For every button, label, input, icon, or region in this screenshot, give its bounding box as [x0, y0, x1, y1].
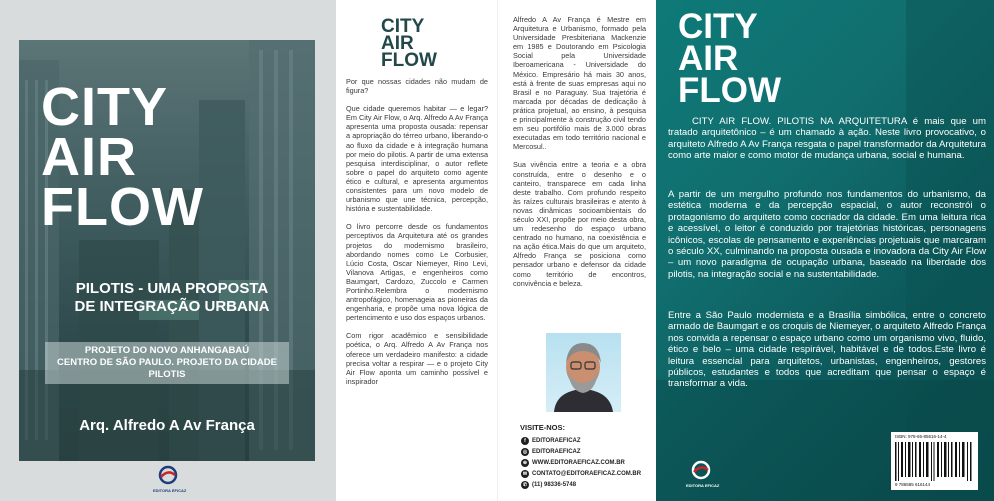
- contact-email: [521, 470, 641, 478]
- contact-facebook: [521, 437, 581, 445]
- logo-line: FLOW: [381, 50, 437, 71]
- publisher-name: EDITORA EFICAZ: [686, 483, 720, 488]
- barcode-icon: [895, 442, 974, 481]
- project-banner: [45, 342, 289, 384]
- title-line: FLOW: [678, 71, 782, 110]
- contact-text: EDITORAEFICAZ: [532, 438, 581, 444]
- subtitle-line: PILOTIS - UMA PROPOSTA: [75, 280, 269, 297]
- contact-text: (11) 98336-5748: [532, 482, 577, 488]
- bio-paragraph: Alfredo A Av França é Mestre em Arquitetura e Urbanismo, formado pela Universidade Presbiteriana Mackenzie em 1985 e Doutorando em Psicologia Social pela Universidade Iberoamericana - Universidade do México. Empresário há mais 30 anos, está à frente de suas empresas aqui no Brasil e no Paraguay. Sua trajetória é marcada por décadas de dedicação à prática projetual, ao ensino, à pesquisa e principalmente à construção civil tendo em seu portifólio mais de 3.000 obras executadas em todo território nacional e Mercosul..: [513, 15, 646, 152]
- flap-paragraph: Que cidade queremos habitar — e legar? Em City Air Flow, o Arq. Alfredo A Av França apresenta uma proposta ousada: repensar a apropriação do térreo urbano, liberando-o ao fluxo da cidade e à integração humana por meio do pilotis. A partir de uma extensa pesquisa interdisciplinar, o autor reflete sobre o papel do arquiteto como agente ético e cultural, e apresenta argumentos consistentes para um novo modelo de urbanismo que une técnica, percepção, história e sustentabilidade.: [346, 104, 488, 214]
- subtitle-line: DE INTEGRAÇÃO URBANA: [74, 298, 270, 315]
- contact-instagram: [521, 448, 581, 456]
- author-photo: [546, 333, 621, 412]
- author-portrait-icon: [546, 333, 621, 412]
- isbn-barcode: [891, 432, 978, 490]
- flap-paragraph: O livro percorre desde os fundamentos perceptivos da Arquitetura até os grandes projetos do modernismo brasileiro, abordando nomes como Le Corbusier, Lúcio Costa, Oscar Niemeyer, Rino Levi, Vilanova Artigas, e engenheiros como Baumgart, Cardozo, Zuccolo e Carmen Portinho.Relembra o modernismo antropofágico, homenageia as pioneiras da engenharia, e propõe uma nova lógica de pertencimento e uso dos espaços urbanos.: [346, 222, 488, 323]
- isbn-number: 9 786585 616144: [895, 482, 931, 487]
- back-cover: [656, 0, 994, 501]
- facebook-icon: f: [521, 437, 529, 445]
- logo-line: AIR: [381, 33, 414, 54]
- visit-title: VISITE-NOS:: [520, 423, 566, 432]
- contact-phone: [521, 481, 576, 489]
- contact-text: CONTATO@EDITORAEFICAZ.COM.BR: [532, 471, 642, 477]
- contact-text: WWW.EDITORAEFICAZ.COM.BR: [532, 460, 625, 466]
- globe-icon: ⊕: [522, 460, 528, 466]
- logo-line: CITY: [381, 16, 425, 37]
- left-flap-text: [346, 77, 488, 395]
- title-line: FLOW: [41, 177, 204, 237]
- instagram-icon: ◎: [522, 449, 528, 455]
- contact-text: EDITORAEFICAZ: [532, 449, 581, 455]
- flap-logo: [381, 18, 437, 69]
- bio-paragraph: Sua vivência entre a teoria e a obra construída, entre o desenho e o canteiro, transparece em cada linha deste trabalho. Com profundo respeito às raízes culturais brasileiras e atento à novas dinâmicas socioambientais do século XXI, propõe por meio desta obra, um redesenho do espaço urbano centrado no humano, na coexistência e na ação ética.Mais do que um arquiteto, Alfredo França se posiciona como pensador urbano e defensor da cidade como território de encontros, convivência e beleza.: [513, 160, 646, 288]
- title-line: CITY: [678, 7, 758, 46]
- flap-paragraph: Com rigor acadêmico e sensibilidade poética, o Arq. Alfredo A Av França nos oferece um verdadeiro manifesto: a cidade precisa voltar a respirar — e o projeto City Air Flow aponta um caminho possível e inspirador: [346, 331, 488, 386]
- title-line: AIR: [41, 127, 137, 187]
- phone-icon: ✆: [522, 482, 528, 488]
- front-cover: [19, 40, 315, 461]
- title-line: AIR: [678, 39, 739, 78]
- front-cover-subtitle: [57, 280, 287, 316]
- contact-website: [521, 459, 625, 467]
- author-bio: [513, 15, 646, 297]
- back-cover-title: [678, 7, 782, 110]
- publisher-name: EDITORA EFICAZ: [153, 488, 187, 493]
- back-cover-paragraph: CITY AIR FLOW. PILOTIS NA ARQUITETURA é mais que um tratado arquitetônico – é um chamado à ação. Neste livro provocativo, o arquiteto Alfredo A Av França resgata o papel transformador da Arquitetura como arte maior e como motor de mudança urbana, social e humana.: [668, 116, 986, 162]
- back-cover-paragraph: A partir de um mergulho profundo nos fundamentos do urbanismo, da estética moderna e da percepção espacial, o autor reconstrói o protagonismo do arquiteto como cocriador da cidade. Em uma leitura rica e acessível, o leitor é conduzido por trajetórias históricas, personagens icônicos, escolas de pensamento e experiências projetuais que marcaram o século XX, culminando na proposta ousada e inovadora da City Air Flow – um novo paradigma de ocupação urbana, baseado na liberdade dos pilotis, na integração social e na sustentabilidade.: [668, 189, 986, 280]
- back-cover-paragraph: Entre a São Paulo modernista e a Brasília simbólica, entre o concreto armado de Baumgart e os croquis de Niemeyer, o arquiteto Alfredo França nos convida a repensar o espaço urbano como um organismo vivo, fluido, ético e belo – uma cidade respirável, habitável e de todos.Este livro é leitura essencial para arquitetos, urbanistas, engenheiros, gestores públicos, estudantes e todos que acreditam que pensar o espaço é transformar a vida.: [668, 310, 986, 390]
- project-line: CENTRO DE SÃO PAULO. PROJETO DA CIDADE PILOTIS: [57, 357, 277, 380]
- isbn-label: ISBN: 978-65-85616-14-4: [895, 434, 947, 439]
- flap-paragraph: Por que nossas cidades não mudam de figura?: [346, 77, 488, 96]
- project-line: PROJETO DO NOVO ANHANGABAÚ: [84, 345, 250, 356]
- mail-icon: ✉: [522, 471, 528, 477]
- left-flap: [336, 0, 497, 501]
- publisher-logo-icon: [690, 460, 712, 482]
- front-cover-title: [41, 77, 204, 237]
- front-cover-author: Arq. Alfredo A Av França: [79, 417, 255, 434]
- publisher-logo-icon: [157, 465, 179, 487]
- title-line: CITY: [41, 77, 169, 137]
